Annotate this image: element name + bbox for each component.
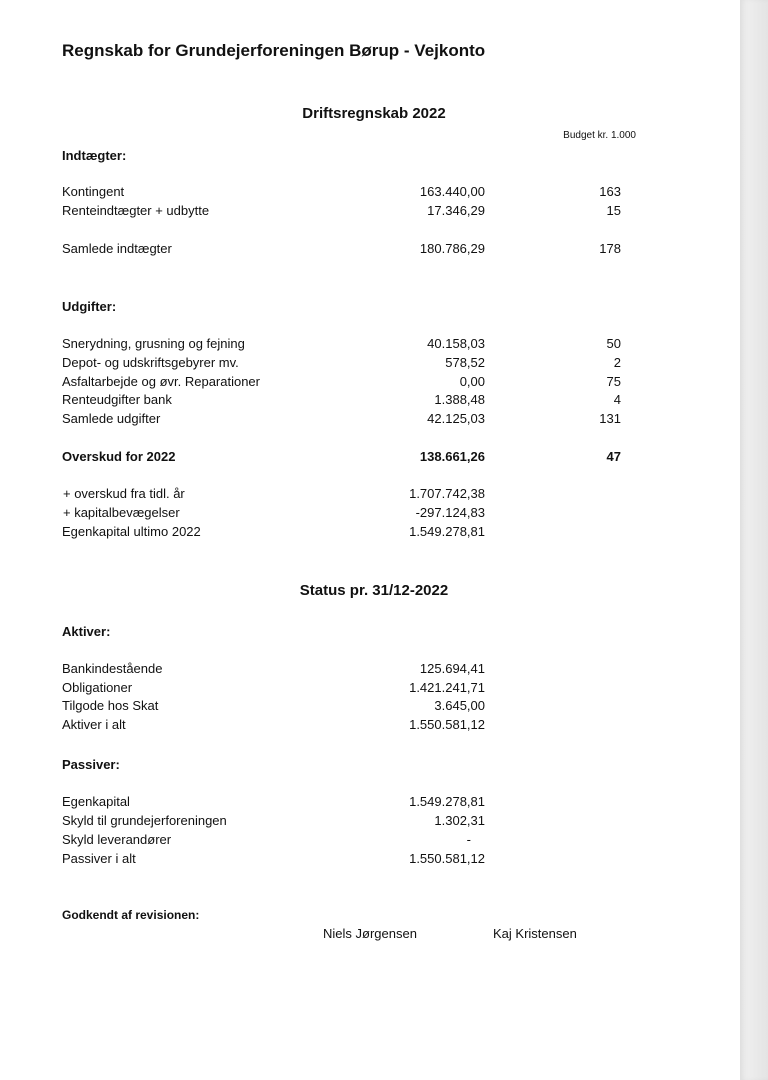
- income-row-budget: 15: [606, 203, 621, 218]
- expense-row-budget: 2: [613, 355, 621, 370]
- liabilities-total-amount: 1.550.581,12: [409, 851, 485, 866]
- expense-row-label: Renteudgifter bank: [62, 392, 172, 407]
- surplus-amount: 138.661,26: [419, 449, 485, 464]
- page-edge-shadow: [740, 0, 768, 1080]
- liability-row-amount: 1.549.278,81: [409, 794, 485, 809]
- surplus-label: Overskud for 2022: [62, 449, 176, 464]
- expense-row-budget: 4: [613, 392, 621, 407]
- assets-heading: Aktiver:: [62, 624, 111, 639]
- signer-name: Niels Jørgensen: [323, 926, 417, 941]
- expense-row-amount: 1.388,48: [434, 392, 485, 407]
- signer-name: Kaj Kristensen: [493, 926, 577, 941]
- asset-row-amount: 125.694,41: [419, 661, 485, 676]
- expense-total-label: Samlede udgifter: [62, 411, 161, 426]
- expense-row-label: Asfaltarbejde og øvr. Reparationer: [62, 374, 260, 389]
- section-title-drift: Driftsregnskab 2022: [302, 105, 446, 122]
- liability-row-label: Skyld leverandører: [62, 832, 172, 847]
- liabilities-total-label: Passiver i alt: [62, 851, 136, 866]
- expense-row-budget: 50: [606, 336, 621, 351]
- equity-total-amount: 1.549.278,81: [409, 524, 485, 539]
- expense-total-budget: 131: [599, 411, 621, 426]
- assets-total-label: Aktiver i alt: [62, 717, 126, 732]
- expense-row-budget: 75: [606, 374, 621, 389]
- income-total-label: Samlede indtægter: [62, 241, 172, 256]
- asset-row-label: Tilgode hos Skat: [62, 698, 159, 713]
- equity-row-label: + kapitalbevægelser: [63, 505, 180, 520]
- income-heading: Indtægter:: [62, 148, 127, 163]
- income-row-amount: 17.346,29: [427, 203, 485, 218]
- equity-row-amount: 1.707.742,38: [409, 486, 485, 501]
- asset-row-amount: 3.645,00: [434, 698, 485, 713]
- surplus-budget: 47: [606, 449, 621, 464]
- liabilities-heading: Passiver:: [62, 757, 120, 772]
- income-total-budget: 178: [599, 241, 621, 256]
- expense-row-amount: 40.158,03: [427, 336, 485, 351]
- income-row-label: Renteindtægter + udbytte: [62, 203, 210, 218]
- income-total-amount: 180.786,29: [419, 241, 485, 256]
- liability-row-amount: -: [466, 832, 471, 847]
- expense-total-amount: 42.125,03: [427, 411, 485, 426]
- document-title: Regnskab for Grundejerforeningen Børup - Vejkonto: [62, 41, 486, 60]
- equity-total-label: Egenkapital ultimo 2022: [62, 524, 201, 539]
- budget-column-header: Budget kr. 1.000: [563, 130, 636, 141]
- income-row-budget: 163: [599, 184, 621, 199]
- equity-row-amount: -297.124,83: [415, 505, 485, 520]
- income-row-amount: 163.440,00: [419, 184, 485, 199]
- expense-row-label: Depot- og udskriftsgebyrer mv.: [62, 355, 239, 370]
- liability-row-label: Egenkapital: [62, 794, 130, 809]
- expense-row-amount: 0,00: [459, 374, 485, 389]
- approval-heading: Godkendt af revisionen:: [62, 908, 200, 922]
- equity-row-label: + overskud fra tidl. år: [63, 486, 185, 501]
- expenses-heading: Udgifter:: [62, 299, 117, 314]
- asset-row-label: Bankindestående: [62, 661, 163, 676]
- liability-row-amount: 1.302,31: [434, 813, 485, 828]
- income-row-label: Kontingent: [62, 184, 125, 199]
- section-title-status: Status pr. 31/12-2022: [299, 582, 449, 599]
- expense-row-label: Snerydning, grusning og fejning: [62, 336, 245, 351]
- assets-total-amount: 1.550.581,12: [409, 717, 485, 732]
- liability-row-label: Skyld til grundejerforeningen: [62, 813, 227, 828]
- expense-row-amount: 578,52: [445, 355, 485, 370]
- asset-row-label: Obligationer: [62, 680, 133, 695]
- asset-row-amount: 1.421.241,71: [409, 680, 485, 695]
